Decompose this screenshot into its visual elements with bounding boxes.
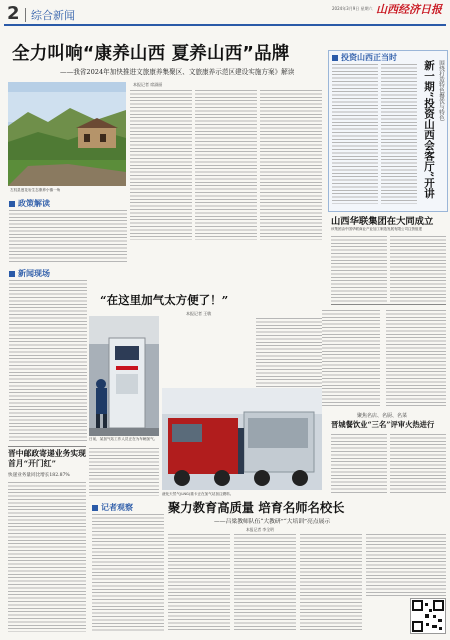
section-divider — [25, 8, 26, 22]
feature-intro-text — [256, 318, 322, 398]
lead-photo — [8, 82, 126, 186]
policy-section-title: 政策解读 — [9, 198, 50, 209]
feature-photo-right — [162, 388, 322, 490]
section-square-icon — [92, 505, 98, 511]
bottom-left-body — [8, 482, 86, 632]
commentary-section-title: 记者观察 — [92, 502, 133, 513]
mountain-village-image — [8, 82, 126, 186]
masthead — [0, 0, 450, 34]
section-square-icon — [9, 271, 15, 277]
lead-body-text-1 — [130, 90, 192, 240]
bottom-left-divider — [8, 446, 86, 447]
page-number: 2 — [7, 3, 20, 24]
masthead-rule — [4, 24, 446, 26]
lead-body-text-3 — [260, 90, 322, 240]
section-square-icon — [332, 55, 338, 61]
right-story2-kicker: 聚焦名店、名厨、名菜 — [357, 413, 408, 419]
right-story2-body-1 — [331, 434, 387, 494]
right-story-body-1 — [331, 236, 387, 302]
right-story-subhead: 该集团由中国华联商业产业加工制造发展有限公司注资组建 — [331, 227, 422, 231]
feature-photo-right-caption: 液化天然气(LNG)重卡正在加气站加注燃料。 — [162, 492, 234, 496]
paper-logo: 山西经济日报 — [376, 3, 442, 16]
investment-vertical-title: 新一期“投资山西会客厅”开讲 — [423, 60, 435, 199]
trucks-refueling-image — [162, 388, 322, 490]
lead-photo-caption: 左权县莲花岩生态康养小镇一角 — [10, 188, 61, 192]
bottom-story-byline: 本报记者 李全明 — [246, 527, 274, 532]
lead-byline: 本报记者 席淑丽 — [133, 82, 163, 87]
issue-date: 2024年3月9日 星期六 — [332, 6, 373, 11]
feature-body-text-lower — [89, 448, 159, 496]
investment-body-text-1 — [332, 64, 378, 204]
bottom-story-body-4 — [366, 534, 446, 596]
policy-body-text — [9, 210, 127, 264]
right-divider — [331, 304, 446, 305]
commentary-body — [92, 514, 164, 632]
right-story-body-2 — [390, 236, 446, 302]
right-story2-body-2 — [390, 434, 446, 494]
lead-body-text-2 — [195, 90, 257, 240]
lead-subhead: ——我省2024年加快推进文旅康养集聚区、文旅康养示范区建设实施方案》解读 — [60, 68, 295, 76]
bottom-story-body-3 — [300, 534, 362, 632]
news-scene-section-title: 新闻现场 — [9, 268, 50, 279]
section-name: 综合新闻 — [31, 9, 75, 22]
feature-photo-left — [89, 316, 159, 436]
gas-pump-image — [89, 316, 159, 436]
right-story2-headline: 晋城餐饮业“三名”评审火热进行 — [331, 420, 435, 429]
feature-headline: “在这里加气太方便了！” — [100, 293, 229, 307]
bottom-story-subhead: ——吕梁教师队伍“大教研”“大培训”亮点展示 — [214, 519, 331, 525]
lead-headline: 全力叫响“康养山西 夏养山西”品牌 — [12, 44, 290, 64]
center-right-body-1 — [322, 310, 380, 406]
bottom-story-headline: 聚力教育高质量 培育名师名校长 — [168, 500, 345, 515]
section-square-icon — [9, 201, 15, 207]
center-right-body-2 — [386, 310, 446, 406]
investment-vertical-sub: 围绕打造特色餐饮与特色 — [438, 60, 444, 121]
bottom-story-body-2 — [234, 534, 296, 632]
investment-section-title: 投资山西正当时 — [332, 52, 397, 63]
bottom-story-body-1 — [168, 534, 230, 632]
feature-byline: 本报记者 王敏 — [186, 311, 212, 316]
news-scene-body-text — [9, 280, 87, 442]
qr-code-icon — [411, 599, 445, 633]
bottom-left-subhead: 快递业务量同比增长182.87% — [8, 473, 70, 478]
right-story-headline: 山西华联集团在大同成立 — [331, 216, 434, 227]
investment-body-text-2 — [381, 64, 417, 204]
bottom-left-headline: 晋中邮政寄递业务实现首月“开门红” — [8, 449, 86, 468]
qr-code-image — [410, 598, 446, 634]
feature-photo-left-caption: 日前，某加气站工作人员正在为车辆加气。 — [89, 437, 158, 441]
